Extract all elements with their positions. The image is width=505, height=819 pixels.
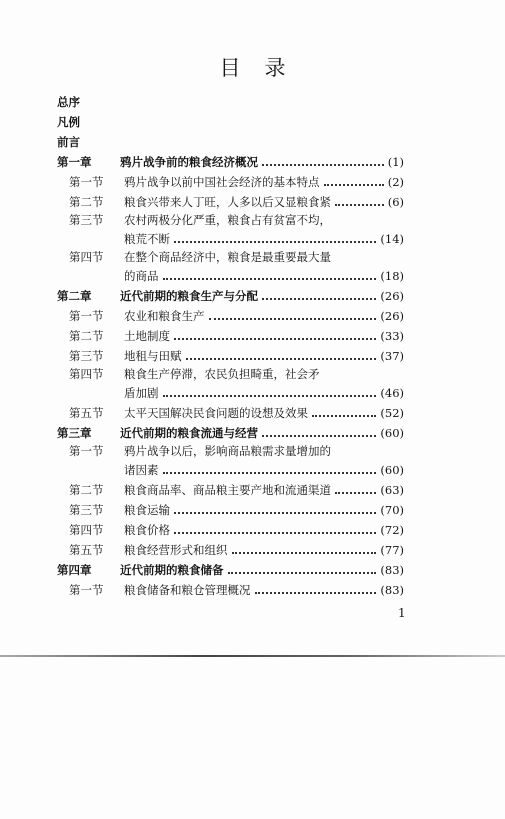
entry-label: 第一节 — [69, 583, 104, 597]
front-matter-item: 总序 — [57, 95, 80, 109]
entry-title: 近代前期的粮食储备 — [120, 563, 224, 577]
dot-leader — [174, 512, 376, 514]
entry-label: 第三章 — [57, 426, 92, 440]
dot-leader — [174, 532, 376, 534]
entry-page: (46) — [380, 386, 404, 400]
entry-label: 第三节 — [69, 503, 104, 517]
entry-label: 第三节 — [69, 213, 104, 227]
entry-page: (26) — [380, 289, 404, 303]
dot-leader — [255, 592, 377, 594]
dot-leader — [262, 298, 376, 300]
chapter-entry — [57, 286, 404, 306]
dot-leader — [312, 415, 376, 417]
entry-page: (14) — [380, 232, 404, 246]
section-entry — [57, 306, 404, 326]
dot-leader — [209, 318, 377, 320]
entry-title: 粮食运输 — [124, 503, 170, 517]
entry-title: 太平天国解决民食问题的设想及效果 — [124, 406, 308, 420]
dot-leader — [163, 395, 377, 397]
entry-title: 农业和粮食生产 — [124, 309, 205, 323]
entry-title: 粮食经营形式和组织 — [124, 543, 228, 557]
chapter-entry — [57, 152, 404, 172]
entry-label: 第一章 — [57, 155, 92, 169]
entry-page: (26) — [380, 309, 404, 323]
entry-page: (60) — [380, 463, 404, 477]
dot-leader — [163, 278, 377, 280]
dot-leader — [163, 472, 377, 474]
section-entry — [57, 346, 404, 366]
section-entry — [57, 403, 404, 423]
entry-page: (6) — [387, 195, 404, 209]
dot-leader — [335, 204, 384, 206]
entry-label: 第二章 — [57, 289, 92, 303]
entry-title: 农村两极分化严重，粮食占有贫富不均， — [124, 213, 331, 227]
entry-label: 第五节 — [69, 543, 104, 557]
entry-title: 粮食兴带来人丁旺，人多以后又显粮食紧 — [124, 195, 331, 209]
section-entry — [57, 480, 404, 500]
dot-leader — [335, 492, 376, 494]
entry-title: 的商品 — [124, 269, 159, 283]
entry-label: 第一节 — [69, 309, 104, 323]
entry-title: 盾加剧 — [124, 386, 159, 400]
entry-page: (37) — [380, 349, 404, 363]
front-matter-item: 凡例 — [57, 115, 80, 129]
entry-title: 近代前期的粮食流通与经营 — [120, 426, 258, 440]
entry-page: (83) — [380, 563, 404, 577]
dot-leader — [324, 184, 384, 186]
section-entry — [57, 580, 404, 600]
dot-leader — [174, 338, 376, 340]
entry-label: 第一节 — [69, 175, 104, 189]
page-title: 目录 — [219, 56, 310, 80]
section-entry — [57, 326, 404, 346]
chapter-entry — [57, 423, 404, 443]
entry-title: 鸦片战争前的粮食经济概况 — [120, 155, 258, 169]
entry-title: 粮食价格 — [124, 523, 170, 537]
section-entry — [57, 229, 404, 249]
entry-title: 粮食储备和粮仓管理概况 — [124, 583, 251, 597]
entry-title: 地租与田赋 — [124, 349, 182, 363]
dot-leader — [262, 435, 376, 437]
dot-leader — [186, 358, 377, 360]
section-entry — [57, 383, 404, 403]
section-entry — [57, 266, 404, 286]
entry-page: (60) — [380, 426, 404, 440]
section-entry — [57, 500, 404, 520]
section-entry — [57, 460, 404, 480]
entry-label: 第四章 — [57, 563, 92, 577]
front-matter-item: 前言 — [57, 135, 80, 149]
entry-title: 鸦片战争以前中国社会经济的基本特点 — [124, 175, 320, 189]
entry-label: 第四节 — [69, 367, 104, 381]
entry-label: 第二节 — [69, 483, 104, 497]
entry-page: (2) — [387, 175, 404, 189]
entry-label: 第二节 — [69, 195, 104, 209]
entry-label: 第四节 — [69, 250, 104, 264]
entry-page: (63) — [380, 483, 404, 497]
chapter-entry — [57, 560, 404, 580]
entry-page: (70) — [380, 503, 404, 517]
entry-label: 第四节 — [69, 523, 104, 537]
entry-page: (52) — [380, 406, 404, 420]
entry-label: 第二节 — [69, 329, 104, 343]
entry-page: (83) — [380, 583, 404, 597]
dot-leader — [228, 572, 377, 574]
entry-title: 土地制度 — [124, 329, 170, 343]
entry-title: 近代前期的粮食生产与分配 — [120, 289, 258, 303]
section-entry — [57, 540, 404, 560]
section-entry — [57, 520, 404, 540]
dot-leader — [232, 552, 377, 554]
entry-page: (1) — [387, 155, 404, 169]
entry-title: 粮食生产停滞，农民负担畸重，社会矛 — [124, 367, 320, 381]
section-entry — [57, 172, 404, 192]
entry-label: 第一节 — [69, 444, 104, 458]
entry-title: 鸦片战争以后，影响商品粮需求量增加的 — [124, 444, 331, 458]
dot-leader — [174, 241, 376, 243]
entry-title: 粮荒不断 — [124, 232, 170, 246]
entry-page: (77) — [380, 543, 404, 557]
entry-page: (72) — [380, 523, 404, 537]
section-entry — [57, 443, 404, 460]
entry-label: 第五节 — [69, 406, 104, 420]
section-entry — [57, 249, 404, 266]
entry-page: (18) — [380, 269, 404, 283]
page-number: 1 — [398, 606, 406, 620]
entry-title: 在整个商品经济中，粮食是最重要最大量 — [124, 250, 331, 264]
entry-title: 粮食商品率、商品粮主要产地和流通渠道 — [124, 483, 331, 497]
section-entry — [57, 192, 404, 212]
page-edge-line — [0, 655, 505, 657]
section-entry — [57, 212, 404, 229]
table-of-contents — [57, 92, 404, 600]
dot-leader — [262, 164, 384, 166]
entry-title: 诸因素 — [124, 463, 159, 477]
section-entry — [57, 366, 404, 383]
entry-label: 第三节 — [69, 349, 104, 363]
entry-page: (33) — [380, 329, 404, 343]
